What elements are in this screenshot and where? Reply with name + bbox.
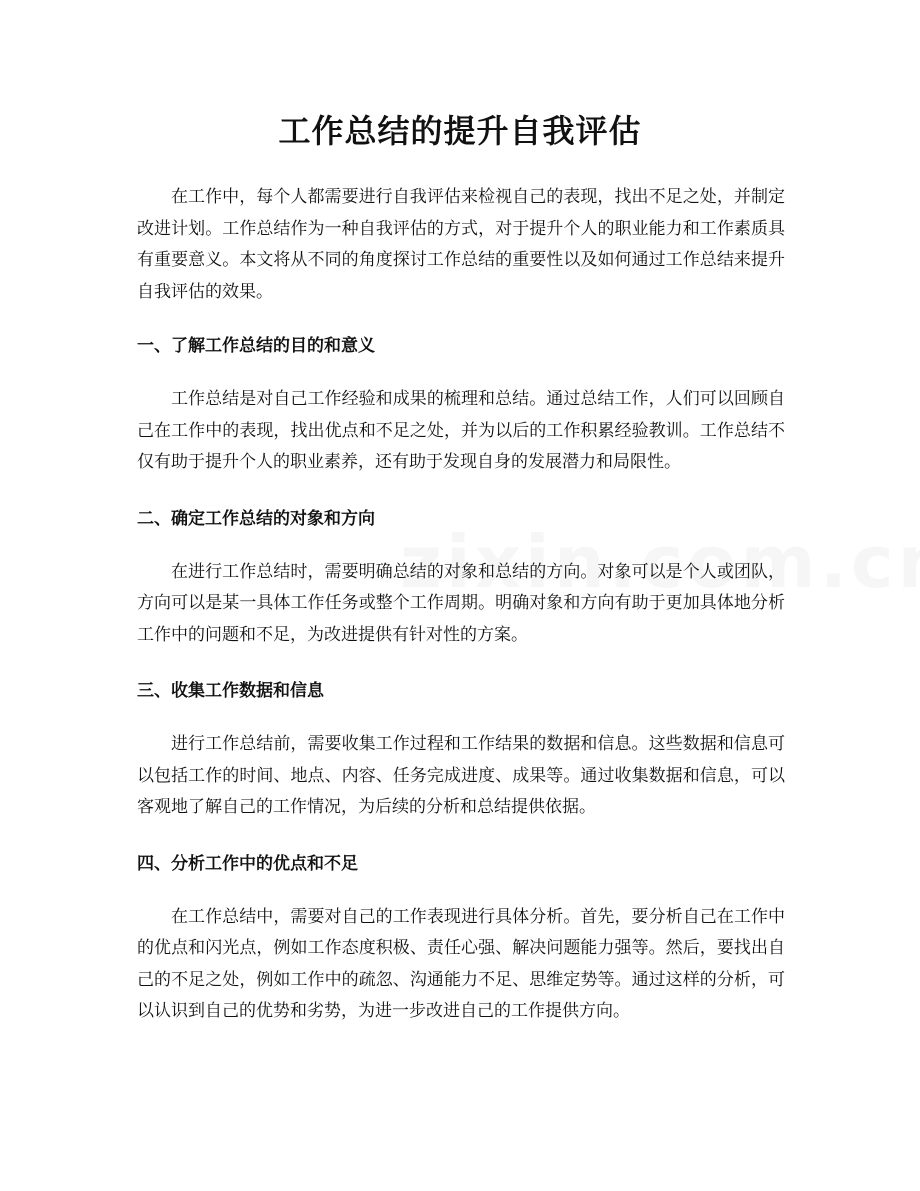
section-paragraph: 工作总结是对自己工作经验和成果的梳理和总结。通过总结工作，人们可以回顾自己在工作中的表现，找出优点和不足之处，并为以后的工作积累经验教训。工作总结不仅有助于提升个人的职业素养，还有助于发现自身的发展潜力和局限性。	[137, 389, 785, 472]
section-3	[137, 679, 785, 824]
section-1	[137, 334, 785, 479]
section-paragraph: 在进行工作总结时，需要明确总结的对象和总结的方向。对象可以是个人或团队，方向可以是某一具体工作任务或整个工作周期。明确对象和方向有助于更加具体地分析工作中的问题和不足，为改进提供有针对性的方案。	[137, 561, 785, 645]
section-heading: 三、收集工作数据和信息	[137, 681, 324, 701]
intro-paragraph: 在工作中，每个人都需要进行自我评估来检视自己的表现，找出不足之处，并制定改进计划。工作总结作为一种自我评估的方式，对于提升个人的职业能力和工作素质具有重要意义。本文将从不同的角度探讨工作总结的重要性以及如何通过工作总结来提升自我评估的效果。	[137, 187, 785, 302]
section-heading: 四、分析工作中的优点和不足	[137, 853, 358, 874]
section-heading: 一、了解工作总结的目的和意义	[137, 336, 375, 356]
section-paragraph: 进行工作总结前，需要收集工作过程和工作结果的数据和信息。这些数据和信息可以包括工作的时间、地点、内容、任务完成进度、成果等。通过收集数据和信息，可以客观地了解自己的工作情况，为后续的分析和总结提供依据。	[137, 734, 785, 817]
document-title: 工作总结的提升自我评估	[278, 112, 642, 150]
section-2	[137, 507, 785, 652]
section-4	[137, 852, 785, 1028]
section-heading: 二、确定工作总结的对象和方向	[137, 508, 375, 529]
section-paragraph: 在工作总结中，需要对自己的工作表现进行具体分析。首先，要分析自己在工作中的优点和闪光点，例如工作态度积极、责任心强、解决问题能力强等。然后，要找出自己的不足之处，例如工作中的疏忽、沟通能力不足、思维定势等。通过这样的分析，可以认识到自己的优势和劣势，为进一步改进自己的工作提供方向。	[137, 906, 785, 1021]
document-body	[137, 182, 785, 1028]
